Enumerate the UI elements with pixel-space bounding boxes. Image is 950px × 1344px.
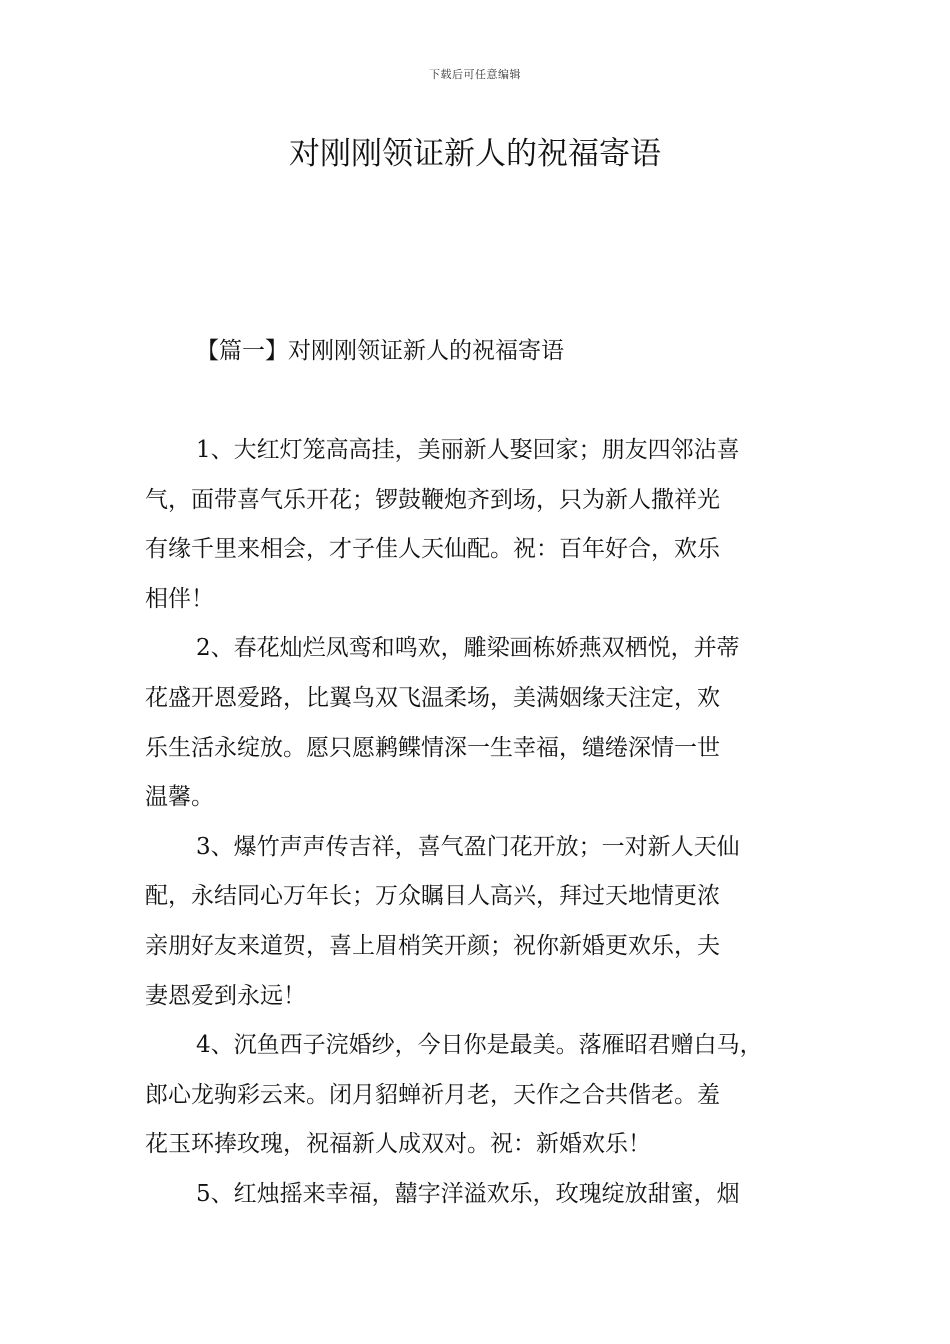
paragraph-1-line-3: 有缘千里来相会，才子佳人天仙配。祝：百年好合，欢乐 <box>145 536 720 563</box>
paragraph-5-line-1: 5、红烛摇来幸福，囍字洋溢欢乐，玫瑰绽放甜蜜，烟 <box>196 1180 740 1207</box>
paragraph-3-line-1: 3、爆竹声声传吉祥，喜气盈门花开放；一对新人天仙 <box>196 833 740 860</box>
paragraph-2-line-2: 花盛开恩爱路，比翼鸟双飞温柔场，美满姻缘天注定，欢 <box>145 684 720 711</box>
paragraph-4-line-3: 花玉环捧玫瑰，祝福新人成双对。祝：新婚欢乐！ <box>145 1131 651 1158</box>
paragraph-4-line-1: 4、沉鱼西子浣婚纱，今日你是最美。落雁昭君赠白马， <box>196 1032 763 1059</box>
section-heading: 【篇一】对刚刚领证新人的祝福寄语 <box>196 338 564 364</box>
header-note: 下载后可任意编辑 <box>429 68 521 81</box>
paragraph-3-line-4: 妻恩爱到永远！ <box>145 982 306 1009</box>
paragraph-2-line-1: 2、春花灿烂凤鸾和鸣欢，雕梁画栋娇燕双栖悦，并蒂 <box>196 635 740 662</box>
paragraph-4-line-2: 郎心龙驹彩云来。闭月貂蝉祈月老，天作之合共偕老。羞 <box>145 1081 720 1108</box>
paragraph-1-line-2: 气，面带喜气乐开花；锣鼓鞭炮齐到场，只为新人撒祥光 <box>145 486 720 513</box>
paragraph-1-line-1: 1、大红灯笼高高挂，美丽新人娶回家；朋友四邻沾喜 <box>196 437 740 463</box>
document-title: 对刚刚领证新人的祝福寄语 <box>289 136 661 172</box>
paragraph-3-line-2: 配，永结同心万年长；万众瞩目人高兴，拜过天地情更浓 <box>145 883 720 910</box>
paragraph-2-line-4: 温馨。 <box>145 784 214 811</box>
paragraph-3-line-3: 亲朋好友来道贺，喜上眉梢笑开颜；祝你新婚更欢乐，夫 <box>145 932 720 959</box>
paragraph-1-line-4: 相伴！ <box>145 585 214 612</box>
paragraph-2-line-3: 乐生活永绽放。愿只愿鹣鲽情深一生幸福，缱绻深情一世 <box>145 734 720 761</box>
body-text <box>145 426 825 1220</box>
